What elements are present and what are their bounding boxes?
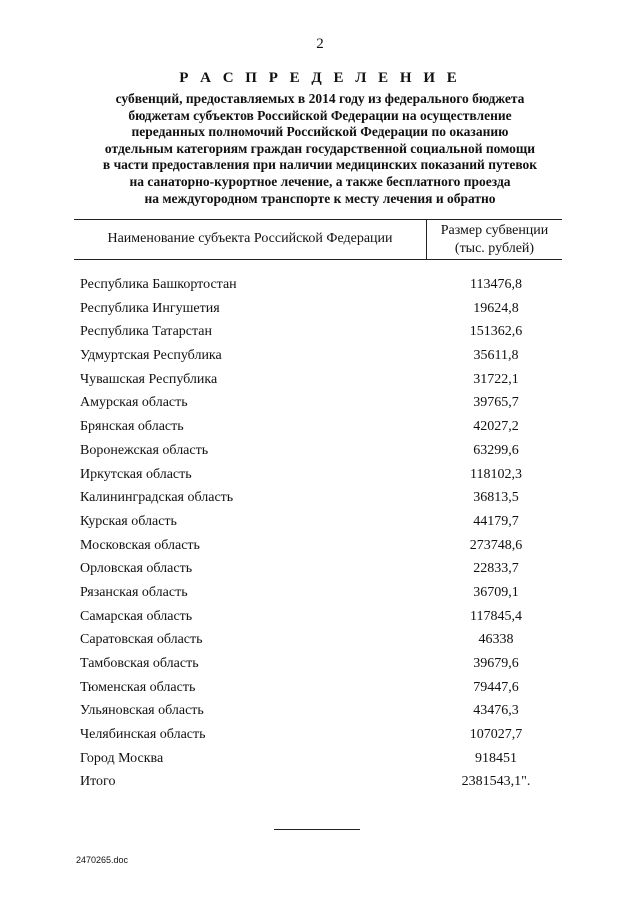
subtitle-line: субвенций, предоставляемых в 2014 году из федерального бюджета [115,91,525,106]
document-title: Р А С П Р Е Д Е Л Е Н И Е [179,70,461,86]
subject-name: Брянская область [80,419,184,435]
subvention-amount: 44179,7 [473,513,519,529]
table-row [0,679,640,703]
table-row [0,655,640,679]
subject-name: Амурская область [80,395,188,411]
table-row [0,726,640,750]
subject-name: Самарская область [80,608,193,624]
page-number: 2 [316,36,324,52]
subject-name: Рязанская область [80,584,188,600]
subvention-amount: 118102,3 [470,466,522,482]
table-row [0,371,640,395]
subvention-amount: 117845,4 [470,608,522,624]
table-row [0,560,640,584]
subtitle-line: на санаторно-курортное лечение, а также бесплатного проезда [129,173,511,189]
table-row [0,631,640,655]
subvention-amount: 36813,5 [473,490,519,506]
subtitle-line: в части предоставления при наличии медицинских показаний путевок [102,157,538,173]
subject-name: Тюменская область [80,679,196,695]
subject-name: Воронежская область [80,442,209,458]
column-header-amount-unit: (тыс. рублей) [454,241,535,256]
column-header-subject-name: Наименование субъекта Российской Федерации [107,231,393,246]
table-row [0,489,640,513]
subvention-amount: 35611,8 [473,348,519,364]
subvention-amount: 19624,8 [473,300,519,316]
subject-name: Республика Татарстан [80,324,213,340]
allocation-table-body [0,276,640,797]
table-row [0,300,640,324]
table-row [0,323,640,347]
table-row [0,750,640,774]
subject-name: Республика Ингушетия [80,300,220,316]
subject-name: Орловская область [80,561,193,577]
subtitle-line: отдельным категориям граждан государственной социальной помощи [104,140,536,156]
subvention-amount: 22833,7 [473,561,519,577]
subvention-amount: 63299,6 [473,442,519,458]
subject-name: Чувашская Республика [80,371,218,387]
subject-name: Челябинская область [80,727,206,743]
document-file-reference: 2470265.doc [76,855,129,865]
subvention-amount: 79447,6 [473,679,519,695]
subject-name: Республика Башкортостан [80,277,237,292]
subtitle-line: бюджетам субъектов Российской Федерации на осуществление [128,107,512,123]
table-row [0,418,640,442]
table-row [0,702,640,726]
subtitle-line: переданных полномочий Российской Федерации по оказанию [131,124,509,140]
subject-name: Иркутская область [80,466,192,482]
table-row [0,608,640,632]
table-header-top-rule [74,219,562,220]
document-subtitle [60,91,580,207]
subject-name: Московская область [80,537,200,553]
subject-name: Город Москва [80,750,164,766]
table-row [0,394,640,418]
subject-name: Тамбовская область [80,656,199,671]
subvention-amount: 151362,6 [469,324,523,340]
table-row [0,513,640,537]
subtitle-line: на междугородном транспорте к месту лечения и обратно [144,190,496,206]
closing-rule [274,829,360,830]
subvention-amount: 31722,1 [473,371,519,387]
subvention-amount: 42027,2 [473,419,519,435]
total-amount: 2381543,1". [461,774,531,790]
subvention-amount: 36709,1 [473,584,519,600]
subvention-amount: 113476,8 [470,277,522,292]
table-row [0,347,640,371]
total-label: Итого [80,774,116,790]
column-header-amount-line: Размер субвенции [440,223,549,238]
table-row [0,442,640,466]
subject-name: Саратовская область [80,632,203,648]
table-total-row [0,773,640,797]
table-row [0,584,640,608]
subvention-amount: 43476,3 [473,703,519,719]
subvention-amount: 46338 [478,632,514,648]
column-header-subvention-amount [427,222,562,258]
subject-name: Ульяновская область [80,703,204,719]
subvention-amount: 107027,7 [469,727,523,743]
table-row [0,276,640,300]
table-row [0,466,640,490]
subvention-amount: 39765,7 [473,395,519,411]
subject-name: Удмуртская Республика [80,348,222,364]
subject-name: Курская область [80,513,177,529]
subvention-amount: 273748,6 [469,537,523,553]
table-row [0,537,640,561]
table-header-bottom-rule [74,259,562,260]
subvention-amount: 39679,6 [473,656,519,671]
subvention-amount: 918451 [475,750,517,766]
subject-name: Калининградская область [80,490,234,506]
